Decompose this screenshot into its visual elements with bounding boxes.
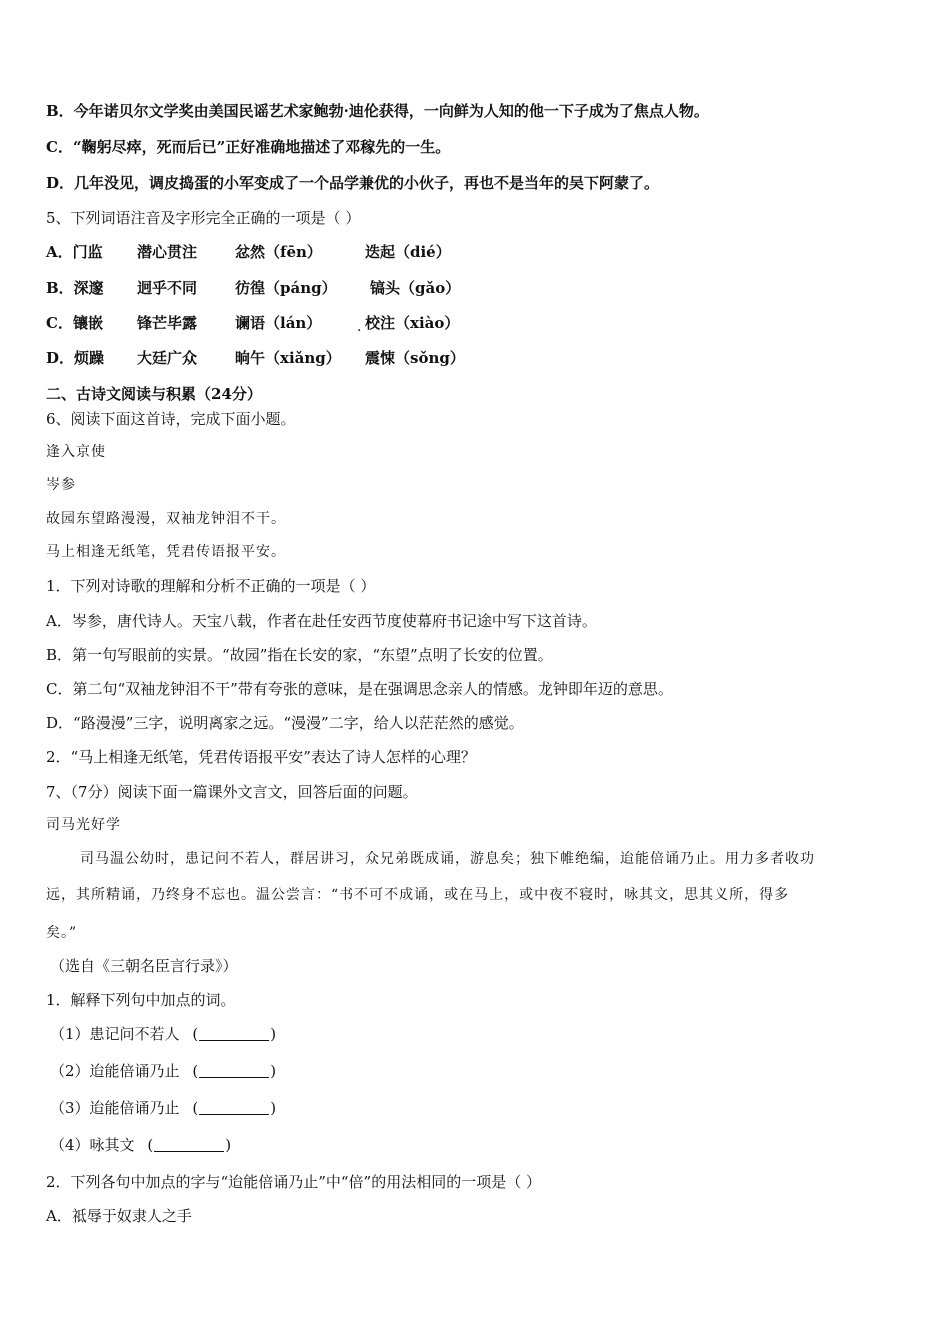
- q7-item-3-close: ): [270, 1099, 277, 1117]
- q7-item-4-answer-blank[interactable]: [154, 1135, 224, 1152]
- q5-a-word1: A．门监: [46, 243, 103, 261]
- q6-stem: 6、阅读下面这首诗，完成下面小题。: [46, 410, 296, 428]
- q4-option-d: D．几年没见，调皮捣蛋的小军变成了一个品学兼优的小伙子，再也不是当年的吴下阿蒙了。: [46, 174, 660, 192]
- q7-item-3: [50, 1097, 276, 1119]
- q6-sub1: 1．下列对诗歌的理解和分析不正确的一项是（ ）: [46, 577, 376, 595]
- passage-line-1: 司马温公幼时，患记问不若人，群居讲习，众兄弟既成诵，游息矣；独下帷绝编，迨能倍诵乃止。用力多者收功: [80, 851, 815, 867]
- passage-line-3: 矣。”: [46, 925, 78, 941]
- q7-item-4-close: ): [225, 1136, 232, 1154]
- q7-item-1-close: ): [270, 1025, 277, 1043]
- poem-author: 岑参: [46, 477, 76, 493]
- q7-item-2: [50, 1060, 276, 1082]
- q5-c-word2: 锋芒毕露: [137, 314, 198, 332]
- q5-stem: 5、下列词语注音及字形完全正确的一项是（ ）: [46, 209, 361, 227]
- q6-option-b: B．第一句写眼前的实景。“故园”指在长安的家，“东望”点明了长安的位置。: [46, 646, 553, 664]
- q7-item-3-open: (: [192, 1099, 199, 1117]
- q5-c-word1: C．镶嵌: [46, 314, 103, 332]
- q7-item-2-answer-blank[interactable]: [199, 1061, 269, 1078]
- q7-item-1-answer-blank[interactable]: [199, 1024, 269, 1041]
- q5-c-word3: 谰语（lán）: [235, 314, 322, 332]
- q7-item-3-text: （3）迨能倍诵乃止: [50, 1099, 180, 1117]
- q7-item-2-close: ): [270, 1062, 277, 1080]
- q5-d-word4: 震悚（sǒng）: [365, 349, 465, 367]
- q7-item-1-text: （1）患记问不若人: [50, 1025, 180, 1043]
- q5-b-word4: 镐头（gǎo）: [370, 279, 461, 297]
- q5-b-word2: 迥乎不同: [137, 279, 198, 297]
- q5-b-word3: 彷徨（páng）: [235, 279, 337, 297]
- passage-line-2: 远，其所精诵，乃终身不忘也。温公尝言：“书不可不成诵，或在马上，或中夜不寝时，咏其文，思其义所，得多: [46, 887, 790, 903]
- q7-item-2-open: (: [192, 1062, 199, 1080]
- q5-d-word3: 晌午（xiǎng）: [235, 349, 341, 367]
- poem-line-2: 马上相逢无纸笔，凭君传语报平安。: [46, 544, 286, 560]
- q7-sub1: 1．解释下列句中加点的词。: [46, 991, 236, 1009]
- q6-sub2: 2．“马上相逢无纸笔，凭君传语报平安”表达了诗人怎样的心理？: [46, 748, 476, 766]
- q6-option-c: C．第二句“双袖龙钟泪不干”带有夸张的意味，是在强调思念亲人的情感。龙钟即年迈的意思。: [46, 680, 673, 698]
- q7-item-3-answer-blank[interactable]: [199, 1098, 269, 1115]
- q7-item-4: [50, 1134, 231, 1156]
- q4-option-b: B．今年诺贝尔文学奖由美国民谣艺术家鲍勃·迪伦获得，一向鲜为人知的他一下子成为了焦点人物。: [46, 102, 709, 120]
- q7-item-4-open: (: [147, 1136, 154, 1154]
- emphasis-dot-icon: ·: [357, 323, 362, 339]
- q6-option-a: A．岑参，唐代诗人。天宝八载，作者在赴任安西节度使幕府书记途中写下这首诗。: [46, 612, 597, 630]
- q5-d-word2: 大廷广众: [137, 349, 198, 367]
- q5-a-word4: 迭起（dié）: [365, 243, 451, 261]
- q5-b-word1: B．深邃: [46, 279, 104, 297]
- poem-title: 逢入京使: [46, 444, 106, 460]
- passage-title: 司马光好学: [46, 817, 121, 833]
- poem-line-1: 故园东望路漫漫，双袖龙钟泪不干。: [46, 511, 286, 527]
- section-2-heading: 二、古诗文阅读与积累（24分）: [46, 385, 262, 403]
- q5-a-word2: 潜心贯注: [137, 243, 198, 261]
- q5-a-word3: 忿然（fēn）: [235, 243, 322, 261]
- q7-sub2: 2．下列各句中加点的字与“迨能倍诵乃止”中“倍”的用法相同的一项是（ ）: [46, 1173, 541, 1191]
- q4-option-c: C．“鞠躬尽瘁，死而后已”正好准确地描述了邓稼先的一生。: [46, 138, 451, 156]
- passage-source: （选自《三朝名臣言行录》）: [50, 957, 238, 975]
- q5-d-word1: D．烦躁: [46, 349, 105, 367]
- q7-item-1: [50, 1023, 276, 1045]
- q7-item-1-open: (: [192, 1025, 199, 1043]
- q6-option-d: D．“路漫漫”三字，说明离家之远。“漫漫”二字，给人以茫茫然的感觉。: [46, 714, 524, 732]
- q7-stem: 7、（7分）阅读下面一篇课外文言文，回答后面的问题。: [46, 783, 418, 801]
- q7-option-a: A．祗辱于奴隶人之手: [46, 1207, 192, 1225]
- q7-item-2-text: （2）迨能倍诵乃止: [50, 1062, 180, 1080]
- q5-c-word4: 校注（xiào）: [365, 314, 460, 332]
- q7-item-4-text: （4）咏其文: [50, 1136, 135, 1154]
